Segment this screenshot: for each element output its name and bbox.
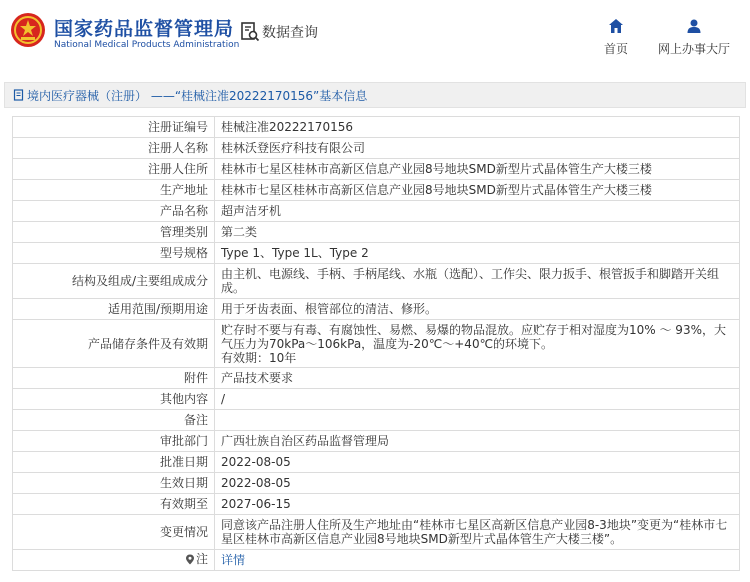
storage-conditions: 贮存时不要与有毒、有腐蚀性、易燃、易爆的物品混放。应贮存于相对湿度为10% ～ 93%，大气压力为70kPa～106kPa，温度为-20℃～+40℃的环境下。 (221, 322, 726, 351)
nav-home[interactable] (598, 18, 634, 57)
table-row (13, 159, 740, 180)
row-value: 同意该产品注册人住所及生产地址由“桂林市七星区高新区信息产业园8-3地块”变更为“桂林市七星区桂林市高新区信息产业园8号地块SMD新型片式晶体管生产大楼三楼”。 (215, 515, 740, 550)
row-value (215, 550, 740, 571)
document-search-icon (240, 21, 260, 43)
row-value: 产品技术要求 (215, 368, 740, 389)
breadcrumb (4, 82, 746, 108)
national-emblem-icon (10, 12, 46, 48)
table-row (13, 452, 740, 473)
row-label: 生效日期 (13, 473, 215, 494)
table-row (13, 299, 740, 320)
note-label (185, 552, 208, 566)
details-link[interactable]: 详情 (221, 553, 246, 567)
row-value: 广西壮族自治区药品监督管理局 (215, 431, 740, 452)
nav-home-label: 首页 (603, 42, 628, 56)
validity-period: 有效期：10年 (221, 350, 297, 365)
note-label-text: 注 (195, 552, 208, 567)
row-value: 超声洁牙机 (215, 201, 740, 222)
table-row (13, 368, 740, 389)
row-label: 注册人住所 (13, 159, 215, 180)
document-icon (13, 89, 25, 101)
site-header (0, 0, 750, 70)
row-value: / (215, 389, 740, 410)
row-label: 批准日期 (13, 452, 215, 473)
row-label: 注册证编号 (13, 117, 215, 138)
table-row (13, 550, 740, 571)
table-row (13, 117, 740, 138)
row-value: 由主机、电源线、手柄、手柄尾线、水瓶（选配）、工作尖、限力扳手、根管扳手和脚踏开关组成。 (215, 264, 740, 299)
row-value: 桂林市七星区桂林市高新区信息产业园8号地块SMD新型片式晶体管生产大楼三楼 (215, 159, 740, 180)
row-label: 备注 (13, 410, 215, 431)
row-value: Type 1、Type 1L、Type 2 (215, 243, 740, 264)
row-value: 用于牙齿表面、根管部位的清洁、修形。 (215, 299, 740, 320)
row-label: 型号规格 (13, 243, 215, 264)
row-label: 审批部门 (13, 431, 215, 452)
table-row (13, 320, 740, 368)
table-row (13, 494, 740, 515)
row-label-note (13, 550, 215, 571)
nav-online-service[interactable] (652, 18, 736, 57)
row-value (215, 320, 740, 368)
user-icon (686, 18, 702, 34)
row-label: 产品储存条件及有效期 (13, 320, 215, 368)
table-row (13, 473, 740, 494)
row-label: 变更情况 (13, 515, 215, 550)
row-value: 桂林市七星区桂林市高新区信息产业园8号地块SMD新型片式晶体管生产大楼三楼 (215, 180, 740, 201)
table-row (13, 515, 740, 550)
row-label: 附件 (13, 368, 215, 389)
row-label: 结构及组成/主要组成成分 (13, 264, 215, 299)
location-pin-icon (185, 554, 195, 565)
table-row (13, 264, 740, 299)
row-value: 2022-08-05 (215, 452, 740, 473)
row-value: 桂林沃登医疗科技有限公司 (215, 138, 740, 159)
row-label: 其他内容 (13, 389, 215, 410)
row-label: 管理类别 (13, 222, 215, 243)
site-logo-title[interactable]: 国家药品监督管理局 (54, 18, 235, 40)
home-icon (608, 18, 624, 34)
row-label: 适用范围/预期用途 (13, 299, 215, 320)
table-row (13, 201, 740, 222)
row-label: 生产地址 (13, 180, 215, 201)
nav-online-label: 网上办事大厅 (657, 42, 730, 56)
site-logo-subtitle: National Medical Products Administration (54, 40, 240, 50)
row-value: 2027-06-15 (215, 494, 740, 515)
row-value: 2022-08-05 (215, 473, 740, 494)
data-query-link[interactable] (240, 20, 318, 44)
registration-info-table (12, 116, 740, 571)
table-row (13, 243, 740, 264)
table-row (13, 431, 740, 452)
row-value (215, 410, 740, 431)
breadcrumb-text: 境内医疗器械（注册） ——“桂械注准20222170156”基本信息 (27, 88, 368, 103)
row-label: 注册人名称 (13, 138, 215, 159)
row-label: 有效期至 (13, 494, 215, 515)
table-row (13, 180, 740, 201)
table-row (13, 222, 740, 243)
table-row (13, 410, 740, 431)
table-row (13, 138, 740, 159)
row-value: 第二类 (215, 222, 740, 243)
data-query-label: 数据查询 (262, 25, 318, 41)
row-value: 桂械注准20222170156 (215, 117, 740, 138)
table-row (13, 389, 740, 410)
row-label: 产品名称 (13, 201, 215, 222)
